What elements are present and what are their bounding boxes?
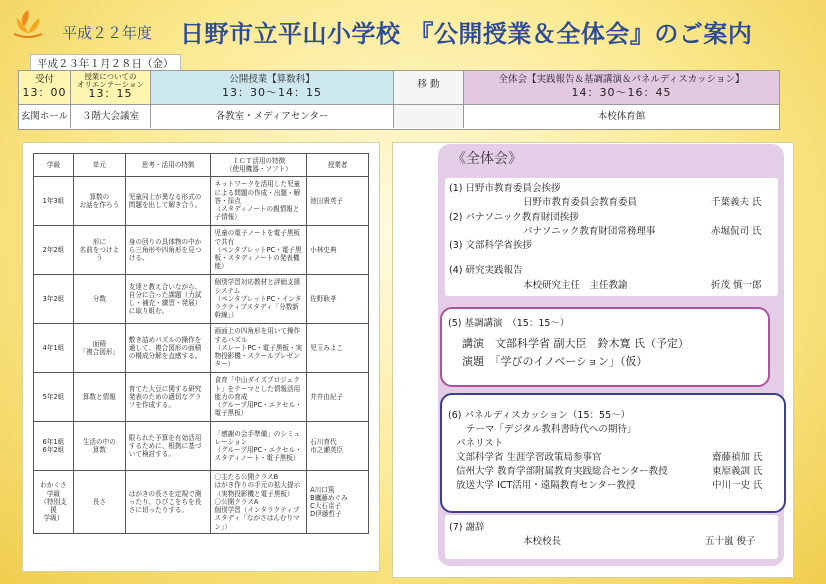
class-cell: 5年2組 xyxy=(34,373,74,422)
teacher-cell: 石川育代 市之瀬英臣 xyxy=(307,422,369,471)
schedule-general-meeting xyxy=(464,71,779,128)
closing-section xyxy=(445,515,778,559)
event-date: 平成２３年１月２８日（金） xyxy=(30,54,181,73)
unit-cell: 長さ xyxy=(73,471,125,534)
speaker-name: 千葉義夫 氏 xyxy=(711,197,762,208)
program-item: (5) 基調講演 （15：15〜） xyxy=(448,318,570,329)
page-title: 日野市立平山小学校 『公開授業＆全体会』のご案内 xyxy=(180,20,753,48)
schedule-place: ３階大会議室 xyxy=(81,111,139,122)
schedule-place: 各教室・メディアセンター xyxy=(215,111,329,122)
column-header: 思考・活用の特徴 xyxy=(125,154,211,177)
keynote-speaker: 講演 文部科学省 副大臣 鈴木寛 氏（予定） xyxy=(462,337,689,350)
schedule-label: 全体会【実践報告＆基調講演＆パネルディスカッション】 xyxy=(498,74,745,85)
lesson-table xyxy=(33,153,369,534)
program-item: (7) 謝辞 xyxy=(449,522,485,533)
table-row xyxy=(34,226,369,275)
schedule-time: 14：30〜16：45 xyxy=(571,86,672,99)
table-row xyxy=(34,324,369,373)
unit-cell: 面積 「複合図形」 xyxy=(73,324,125,373)
panel-theme: テーマ「デジタル教科書時代への期待」 xyxy=(466,424,637,435)
table-row xyxy=(34,422,369,471)
thinking-feature-cell: 児童同士が異なる形式の問題を出して解き合う。 xyxy=(125,177,211,226)
unit-cell: 分数 xyxy=(73,275,125,324)
program-item: (3) 文部科学省挨拶 xyxy=(449,240,532,251)
program-item: (4) 研究実践報告 xyxy=(449,265,523,276)
speaker-title: 本校研究主任 主任教諭 xyxy=(523,280,628,291)
schedule-move xyxy=(394,71,464,128)
ict-feature-cell: 食育「中山ダイズプロジェクト」をテーマとした情報活用能力の育成 （グループ用PC・エクセル・電子黒板） xyxy=(211,373,307,422)
panelist-label: パネリスト xyxy=(456,438,504,449)
panelist-name: 齋藤禎加 氏 xyxy=(712,452,763,463)
schedule-time: 13：15 xyxy=(88,87,133,100)
teacher-cell: A川口篤 B鷹藤めぐみ C大石京子 D伊藤哲子 xyxy=(307,471,369,534)
schedule-label: 受付 xyxy=(34,74,54,85)
table-row xyxy=(34,177,369,226)
class-cell: 2年2組 xyxy=(34,226,74,275)
schedule-reception xyxy=(19,71,71,128)
keynote-section xyxy=(440,307,770,387)
program-item: (1) 日野市教育委員会挨拶 xyxy=(449,183,561,194)
teacher-cell: 佐野耿孝 xyxy=(307,275,369,324)
ict-feature-cell: 個別学習対応教材と評価支援システム （ペンタブレットPC・インタラクティブスタディ「分数新幹線」） xyxy=(211,275,307,324)
unit-cell: 生活の中の 算数 xyxy=(73,422,125,471)
schedule-time: 13：00 xyxy=(22,86,67,99)
schedule-label: 公開授業【算数科】 xyxy=(229,74,315,85)
schedule-place: 玄関ホール xyxy=(20,111,69,122)
class-cell: 1年3組 xyxy=(34,177,74,226)
thinking-feature-cell: 限られた予算を有効活用するために、根拠に基づいて検討する。 xyxy=(125,422,211,471)
thinking-feature-cell: はがきの長さを定規で測ったり、ひびこをちを長さに切ったりする。 xyxy=(125,471,211,534)
lesson-panel xyxy=(22,142,380,572)
table-row xyxy=(34,275,369,324)
table-header-row xyxy=(34,154,369,177)
column-header: 単元 xyxy=(73,154,125,177)
greetings-section xyxy=(445,178,778,296)
column-header: ＩＣＴ活用の特徴 （使用機器・ソフト） xyxy=(211,154,307,177)
panelist-name: 東原義訓 氏 xyxy=(712,466,763,477)
unit-cell: 形に 名前をつけよう xyxy=(73,226,125,275)
schedule-orientation xyxy=(71,71,151,128)
ict-feature-cell: 〇主たる公開クラスB はがき作りの手元の拡大提示（実物投影機と電子黒板） 〇公開クラスA 個別学習（インタラクティブスタディ「ながさはんむりマン」） xyxy=(211,471,307,534)
speaker-title: パナソニック教育財団常務理事 xyxy=(523,226,656,237)
teacher-cell: 井井由紀子 xyxy=(307,373,369,422)
schedule-place: 本校体育館 xyxy=(597,111,646,122)
panel-discussion-section xyxy=(440,393,786,513)
schedule-bar xyxy=(18,70,780,130)
general-meeting-title: 《全体会》 xyxy=(452,151,522,167)
ict-feature-cell: 画面上の四角形を用いて操作するパズル （スレートPC・電子黒板・実物投影機・スクールプレゼンター） xyxy=(211,324,307,373)
teacher-cell: 小林史典 xyxy=(307,226,369,275)
schedule-label: 移 動 xyxy=(417,79,440,90)
table-row xyxy=(34,373,369,422)
panelist-title: 放送大学 ICT活用・遠隔教育センター教授 xyxy=(456,480,636,491)
fiscal-year: 平成２２年度 xyxy=(62,24,153,42)
speaker-name: 赤堀侃司 氏 xyxy=(711,226,762,237)
teacher-cell: 池田貴英子 xyxy=(307,177,369,226)
thinking-feature-cell: 友達と教え合いながら、自分に合った課題（力試し・補充・練習・発展）に取り組む。 xyxy=(125,275,211,324)
class-cell: 4年1組 xyxy=(34,324,74,373)
ict-feature-cell: 児童の電子ノートを電子黒板で共有 （ペンタブレットPC・電子黒板・スタディノートの発表機能） xyxy=(211,226,307,275)
schedule-time: 13：30〜14：15 xyxy=(222,86,322,99)
table-row xyxy=(34,471,369,534)
thinking-feature-cell: 育てた大豆に関する研究発表のための適切なグラフを作成する。 xyxy=(125,373,211,422)
schedule-open-lesson xyxy=(151,71,394,128)
speaker-title: 本校校長 xyxy=(523,536,562,547)
thinking-feature-cell: 身の回りの具体物の中から三角形や四角形を見つける。 xyxy=(125,226,211,275)
keynote-topic: 演題 「学びのイノベーション」（仮） xyxy=(462,355,648,368)
column-header: 授業者 xyxy=(307,154,369,177)
program-item: (2) パナソニック教育財団挨拶 xyxy=(449,212,579,223)
class-cell: わかくさ 学級 （特別支援 学級） xyxy=(34,471,74,534)
speaker-title: 日野市教育委員会教育委員 xyxy=(523,197,638,208)
panelist-title: 信州大学 教育学部附属教育実践総合センター教授 xyxy=(456,466,668,477)
teacher-cell: 児玉みよこ xyxy=(307,324,369,373)
unit-cell: 算数の お話を作ろう xyxy=(73,177,125,226)
schedule-place xyxy=(394,105,463,128)
thinking-feature-cell: 敷き詰めパズルの操作を通して、複合図形の面積の構成分解を直感する。 xyxy=(125,324,211,373)
speaker-name: 折茂 慎一郎 xyxy=(711,280,762,291)
class-cell: 3年2組 xyxy=(34,275,74,324)
panelist-name: 中川一史 氏 xyxy=(712,480,763,491)
schedule-label: 授業についての オリエンテーション xyxy=(76,72,145,89)
panelist-title: 文部科学省 生涯学習政策局参事官 xyxy=(456,452,602,463)
school-logo-icon xyxy=(8,6,48,40)
ict-feature-cell: ネットワークを活用した児童による問題の作成・出題・解答・採点 （スタディノートの親情報と子情報） xyxy=(211,177,307,226)
ict-feature-cell: 「感謝の会手準備」のシミュレーション （グループ用PC・エクセル・スタディノート・電子黒板） xyxy=(211,422,307,471)
column-header: 学級 xyxy=(34,154,74,177)
unit-cell: 算数と情報 xyxy=(73,373,125,422)
class-cell: 6年1組 6年2組 xyxy=(34,422,74,471)
program-item: (6) パネルディスカッション（15：55〜） xyxy=(448,410,631,421)
speaker-name: 五十嵐 俊子 xyxy=(705,536,756,547)
